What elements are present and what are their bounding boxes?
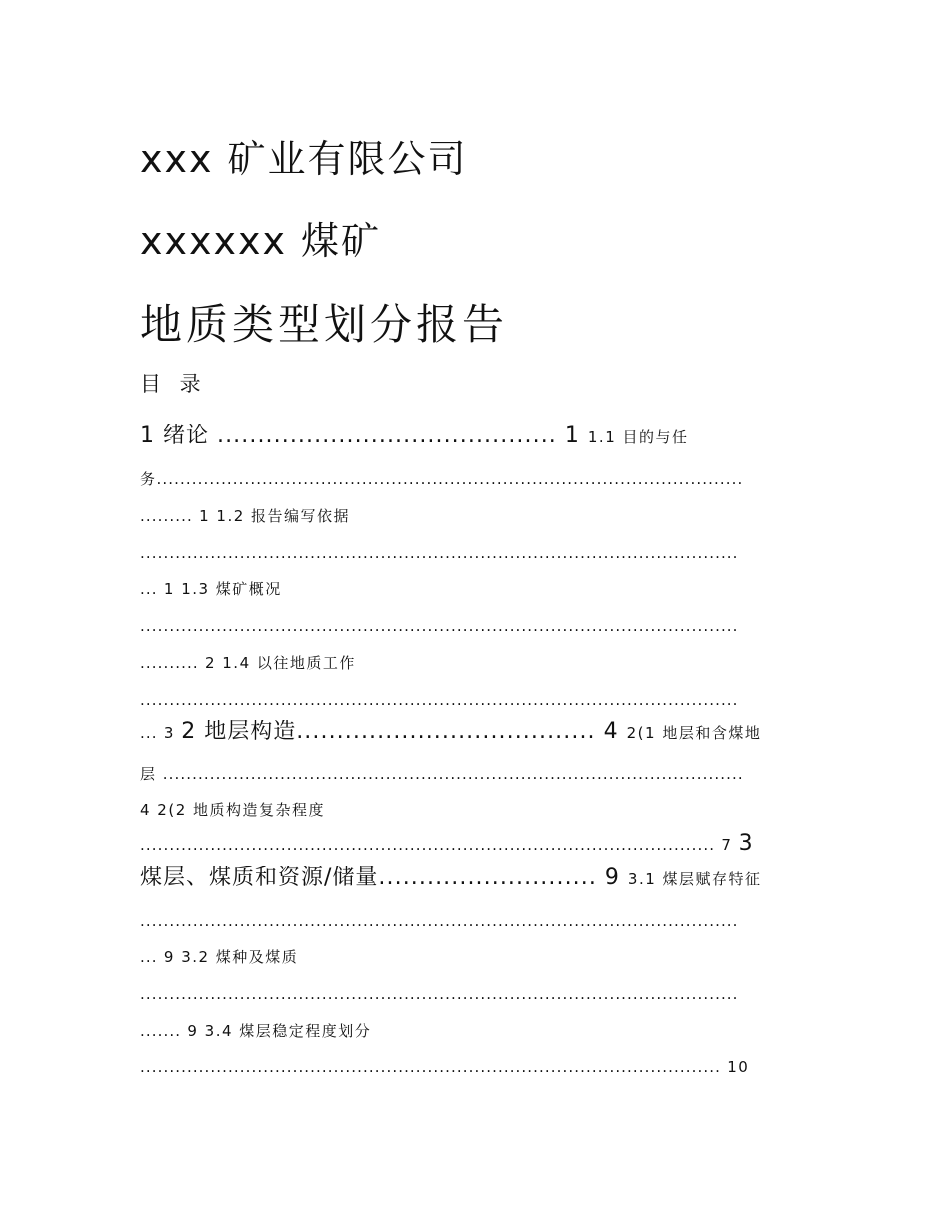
report-title: 地质类型划分报告 bbox=[140, 300, 509, 349]
toc-page-number: 3 bbox=[157, 724, 182, 742]
toc-line bbox=[140, 651, 812, 675]
toc-line bbox=[140, 762, 812, 786]
toc-leader: ... bbox=[140, 724, 158, 742]
toc-leader: ...................................................................................................... bbox=[140, 691, 739, 709]
toc-heading: 目 录 bbox=[140, 372, 207, 396]
toc-line bbox=[140, 866, 812, 891]
toc-chapter-label: 1 绪论 bbox=[140, 424, 217, 448]
toc-line bbox=[140, 720, 812, 745]
mine-name: xxxxxx 煤矿 bbox=[140, 219, 382, 263]
toc-leader: .......... bbox=[140, 654, 199, 672]
toc-leader: .......................................... bbox=[216, 424, 557, 448]
toc-line bbox=[140, 504, 812, 528]
toc-page-number: 9 bbox=[596, 866, 628, 890]
toc-line bbox=[140, 614, 812, 638]
toc-line bbox=[140, 982, 812, 1006]
toc-leader: ... bbox=[140, 948, 158, 966]
toc-leader: ... bbox=[140, 580, 158, 598]
toc-page-number: 1 bbox=[556, 424, 588, 448]
toc-chapter-number: 3 bbox=[738, 832, 754, 856]
toc-leader: .................................................................................................... bbox=[156, 470, 744, 488]
toc-line bbox=[140, 688, 812, 712]
toc-section-label: 2(1 地层和含煤地 bbox=[626, 724, 762, 742]
toc-section-label: 3.1 煤层赋存特征 bbox=[627, 870, 762, 888]
toc-section-label: 2 1.4 以往地质工作 bbox=[198, 654, 356, 672]
toc-page-number: 7 bbox=[715, 836, 739, 854]
toc-line bbox=[140, 1055, 812, 1079]
toc-page-number: 10 bbox=[720, 1058, 750, 1076]
toc-leader: ................................................................................................... bbox=[140, 1058, 721, 1076]
toc-leader: ........................... bbox=[378, 866, 597, 890]
toc-leader: ...................................................................................................... bbox=[140, 985, 739, 1003]
toc-line bbox=[140, 909, 812, 933]
toc-section-label: 4 2(2 地质构造复杂程度 bbox=[140, 801, 326, 819]
toc-line bbox=[140, 1019, 812, 1043]
toc-line bbox=[140, 467, 812, 491]
toc-leader: .................................................................................................. bbox=[140, 836, 716, 854]
toc-leader: ......... bbox=[140, 507, 193, 525]
toc-text: 务 bbox=[140, 470, 157, 488]
toc-leader: ....... bbox=[140, 1022, 182, 1040]
toc-section-label: 9 3.4 煤层稳定程度划分 bbox=[181, 1022, 372, 1040]
toc-chapter-label: 2 地层构造 bbox=[181, 720, 297, 744]
toc-section-label: 1 1.2 报告编写依据 bbox=[192, 507, 351, 525]
toc-line bbox=[140, 798, 812, 822]
toc-line bbox=[140, 541, 812, 565]
toc-leader: ..................................... bbox=[296, 720, 596, 744]
toc-page-number: 4 bbox=[595, 720, 627, 744]
toc-leader: ...................................................................................................... bbox=[140, 544, 739, 562]
toc-text: 层 bbox=[140, 765, 163, 783]
toc-line bbox=[140, 577, 812, 601]
toc-line bbox=[140, 945, 812, 969]
toc-section-label: 1 1.3 煤矿概况 bbox=[157, 580, 282, 598]
toc-section-label: 9 3.2 煤种及煤质 bbox=[157, 948, 299, 966]
toc-leader: ...................................................................................................... bbox=[140, 617, 739, 635]
toc-line bbox=[140, 832, 812, 857]
toc-leader: ...................................................................................................... bbox=[140, 912, 739, 930]
toc-section-label: 1.1 目的与任 bbox=[587, 428, 689, 446]
toc-chapter-label: 煤层、煤质和资源/储量 bbox=[140, 866, 379, 890]
toc-line bbox=[140, 424, 812, 449]
toc-leader: ................................................................................................... bbox=[162, 765, 744, 783]
company-name: xxx 矿业有限公司 bbox=[140, 137, 468, 181]
